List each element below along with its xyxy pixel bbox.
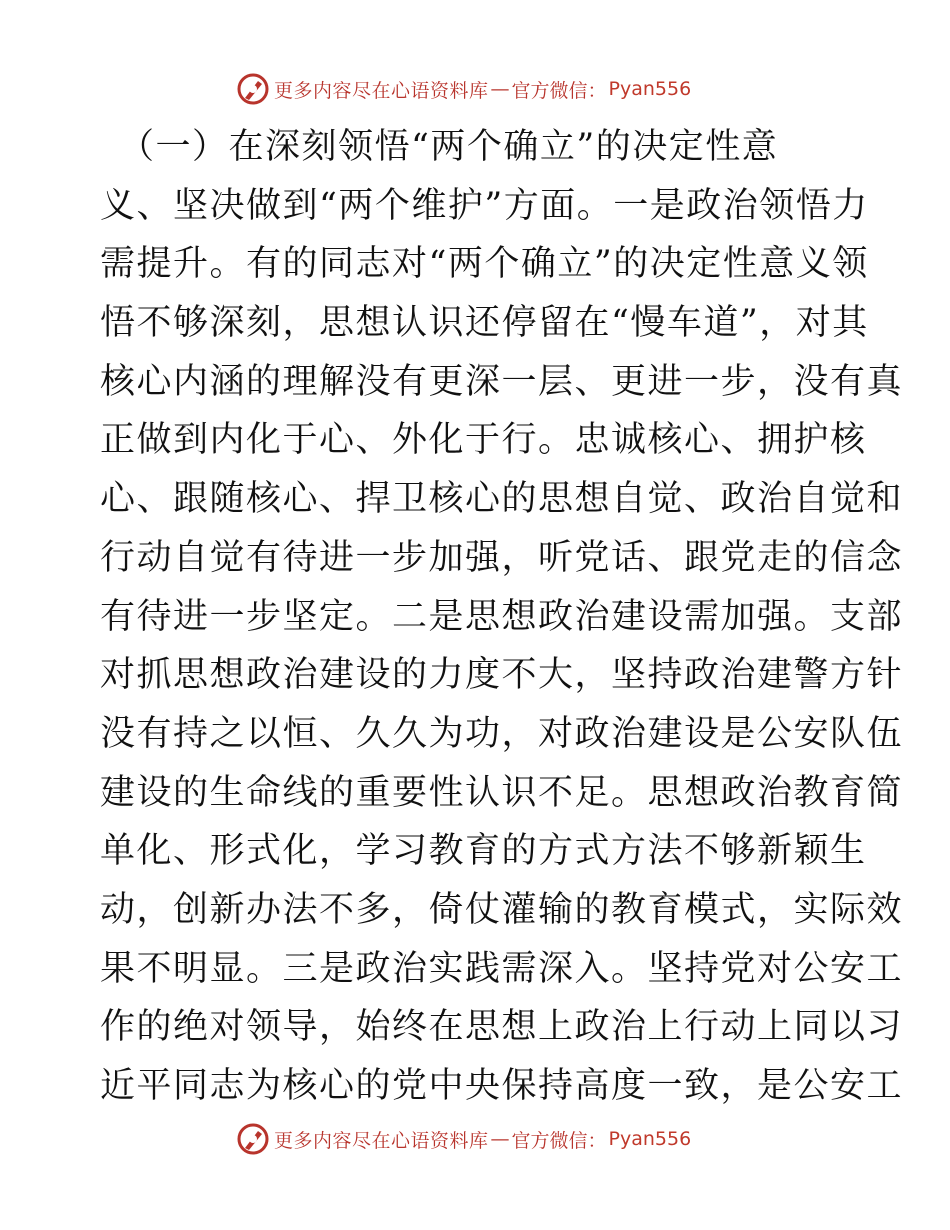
watermark-wechat-id: Pyan556: [608, 78, 692, 100]
header-watermark: [236, 72, 691, 106]
paragraph-line: 近平同志为核心的党中央保持高度一致，是公安工: [100, 1066, 904, 1106]
paragraph-line: 心、跟随核心、捍卫核心的思想自觉、政治自觉和: [100, 479, 904, 520]
paragraph-line: 行动自觉有待进一步加强，听党话、跟党走的信念: [100, 537, 904, 578]
paragraph-line: 有待进一步坚定。二是思想政治建设需加强。支部: [100, 596, 904, 637]
paragraph-line: 悟不够深刻，思想认识还停留在“慢车道”，对其: [100, 303, 869, 344]
pen-logo-icon: [236, 1122, 270, 1156]
paragraph-line: 核心内涵的理解没有更深一层、更进一步，没有真: [100, 361, 904, 402]
watermark-dash: —: [490, 78, 510, 100]
paragraph-line: 义、坚决做到“两个维护”方面。一是政治领悟力: [100, 185, 869, 226]
paragraph-line: 建设的生命线的重要性认识不足。思想政治教育简: [100, 772, 904, 813]
watermark-dash: —: [490, 1128, 510, 1150]
watermark-wechat-id: Pyan556: [608, 1128, 692, 1150]
paragraph-line: 作的绝对领导，始终在思想上政治上行动上同以习: [100, 1007, 904, 1048]
paragraph-line: 需提升。有的同志对“两个确立”的决定性意义领: [100, 244, 869, 285]
watermark-site-text: 更多内容尽在心语资料库: [274, 1129, 489, 1152]
pen-logo-icon: [236, 72, 270, 106]
paragraph-line: （一）在深刻领悟“两个确立”的决定性意: [100, 127, 779, 167]
paragraph-line: 果不明显。三是政治实践需深入。坚持党对公安工: [100, 948, 904, 989]
watermark-site-text: 更多内容尽在心语资料库: [274, 79, 489, 102]
footer-watermark: [236, 1122, 691, 1156]
watermark-official-label: 官方微信：: [511, 1129, 607, 1152]
paragraph-line: 动，创新办法不多，倚仗灌输的教育模式，实际效: [100, 889, 904, 930]
watermark-official-label: 官方微信：: [511, 79, 607, 102]
paragraph-line: 对抓思想政治建设的力度不大，坚持政治建警方针: [100, 655, 904, 696]
paragraph-line: 没有持之以恒、久久为功，对政治建设是公安队伍: [100, 713, 904, 754]
document-paragraph: [100, 118, 904, 1116]
paragraph-line: 正做到内化于心、外化于行。忠诚核心、拥护核: [100, 420, 867, 461]
paragraph-line: 单化、形式化，学习教育的方式方法不够新颖生: [100, 831, 867, 872]
